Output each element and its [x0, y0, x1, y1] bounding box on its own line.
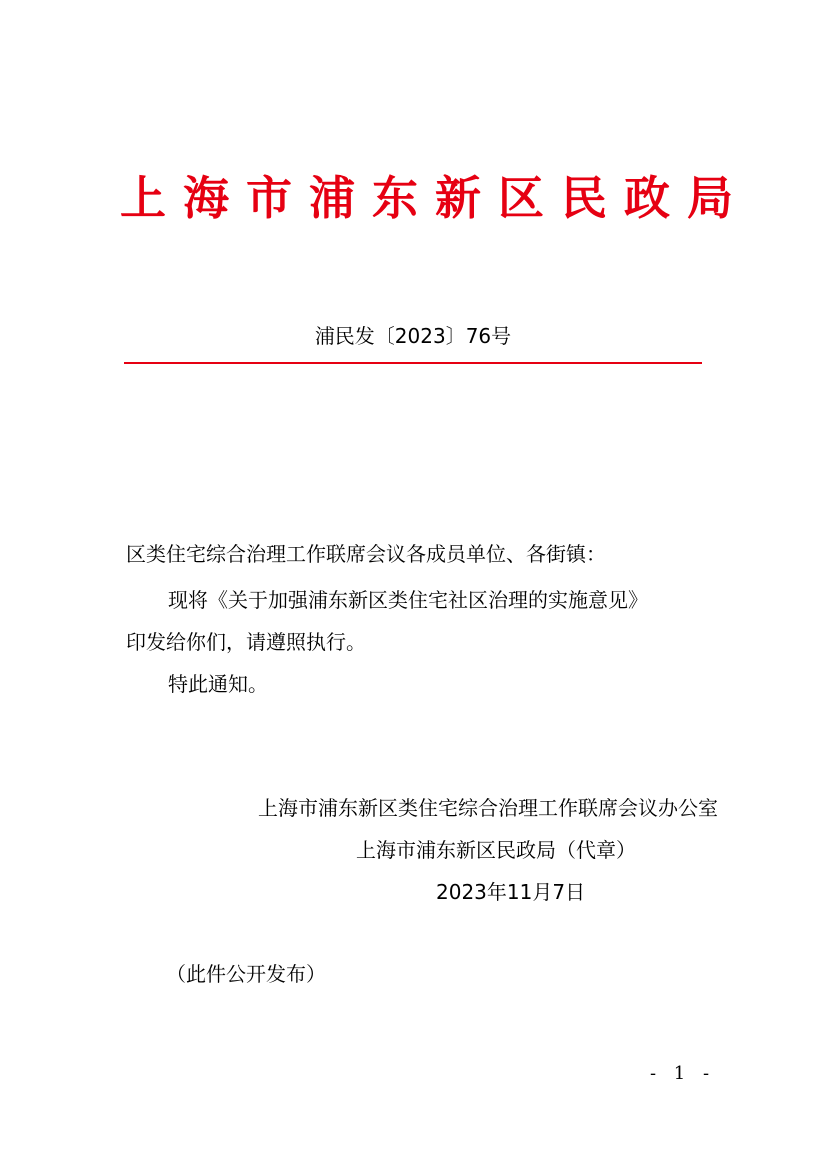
signature-date: 2023年11月7日: [436, 880, 586, 904]
body-paragraph-2: 特此通知。: [168, 672, 268, 696]
issuing-authority-title: 上海市浦东新区民政局: [120, 171, 750, 225]
red-divider-line: [124, 362, 702, 364]
body-paragraph-1-line-1: 现将《关于加强浦东新区类住宅社区治理的实施意见》: [168, 588, 648, 612]
page-number: - 1 -: [650, 1063, 716, 1084]
signature-office: 上海市浦东新区类住宅综合治理工作联席会议办公室: [258, 796, 718, 820]
body-paragraph-1-line-2: 印发给你们，请遵照执行。: [126, 630, 366, 654]
document-number: 浦民发〔2023〕76号: [314, 324, 512, 348]
addressee: 区类住宅综合治理工作联席会议各成员单位、各街镇：: [126, 542, 606, 566]
signature-bureau: 上海市浦东新区民政局（代章）: [356, 838, 636, 862]
disclosure-note: （此件公开发布）: [166, 962, 326, 986]
